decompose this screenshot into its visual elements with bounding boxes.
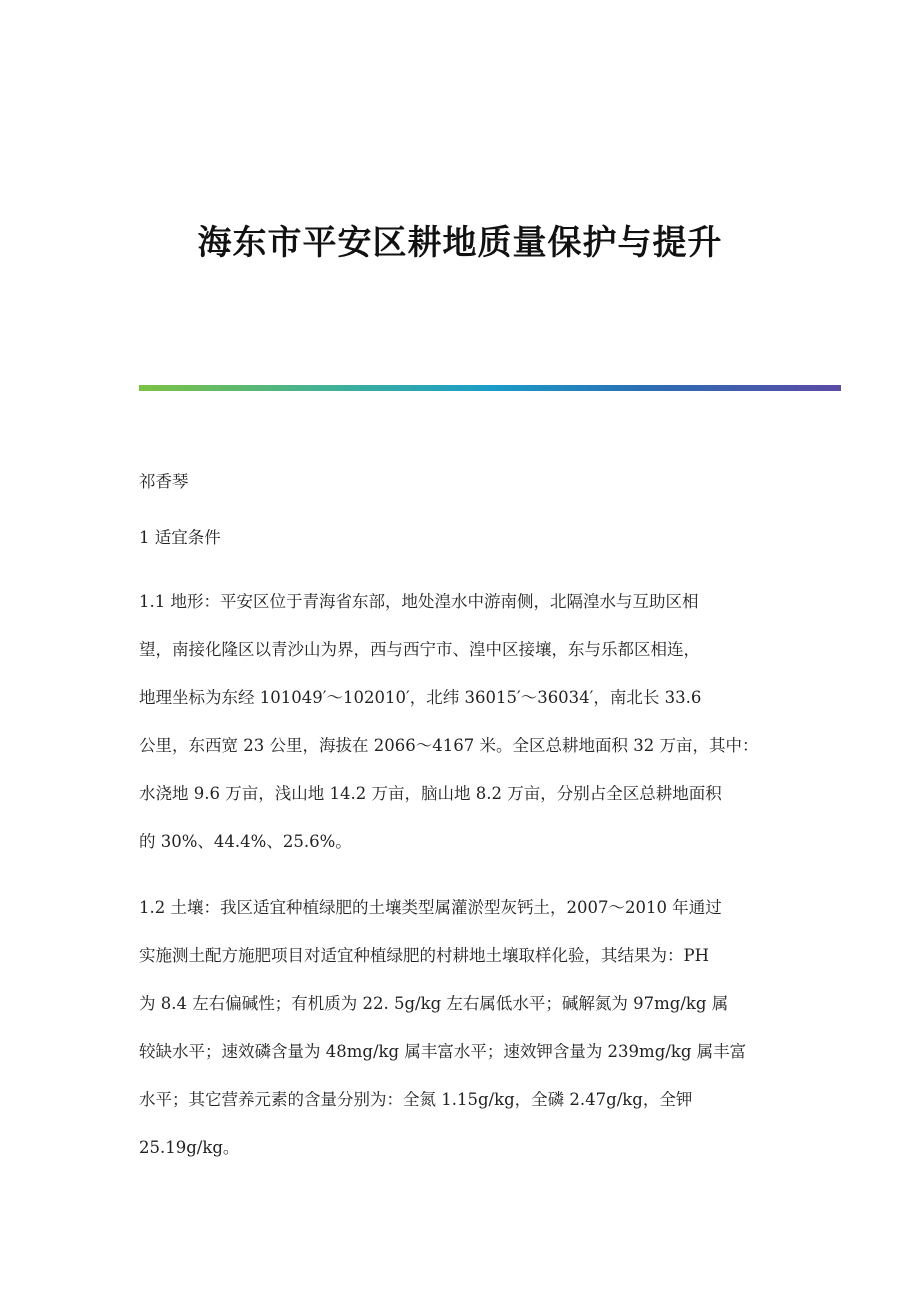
document-title: 海东市平安区耕地质量保护与提升 (197, 223, 723, 263)
paragraph-line: 水平；其它营养元素的含量分别为：全氮 1.15g/kg，全磷 2.47g/kg，全钾 (139, 1090, 693, 1109)
paragraph-soil (139, 884, 789, 1172)
paragraph-line: 水浇地 9.6 万亩，浅山地 14.2 万亩，脑山地 8.2 万亩，分别占全区总耕地面积 (139, 784, 722, 803)
paragraph-line: 的 30%、44.4%、25.6%。 (139, 832, 352, 851)
document-body (139, 466, 789, 1190)
paragraph-line: 25.19g/kg。 (139, 1138, 240, 1157)
paragraph-line: 为 8.4 左右偏碱性；有机质为 22. 5g/kg 左右属低水平；碱解氮为 97mg/kg 属 (139, 994, 729, 1013)
author-name: 祁香琴 (139, 472, 189, 491)
title-divider (139, 385, 841, 391)
paragraph-line: 较缺水平；速效磷含量为 48mg/kg 属丰富水平；速效钾含量为 239mg/kg 属丰富 (139, 1042, 747, 1061)
section-heading: 1 适宜条件 (139, 528, 221, 547)
paragraph-line: 1.2 土壤：我区适宜种植绿肥的土壤类型属灌淤型灰钙土，2007～2010 年通过 (139, 898, 722, 917)
paragraph-line: 1.1 地形：平安区位于青海省东部，地处湟水中游南侧，北隔湟水与互助区相 (139, 592, 699, 611)
paragraph-line: 实施测土配方施肥项目对适宜种植绿肥的村耕地土壤取样化验，其结果为：PH (139, 946, 709, 965)
paragraph-line: 望，南接化隆区以青沙山为界，西与西宁市、湟中区接壤，东与乐都区相连， (139, 640, 700, 659)
paragraph-terrain (139, 578, 789, 866)
paragraph-line: 地理坐标为东经 101049′～102010′，北纬 36015′～36034′，南北长 33.6 (139, 688, 702, 707)
paragraph-line: 公里，东西宽 23 公里，海拔在 2066～4167 米。全区总耕地面积 32 万亩，其中： (139, 736, 759, 755)
